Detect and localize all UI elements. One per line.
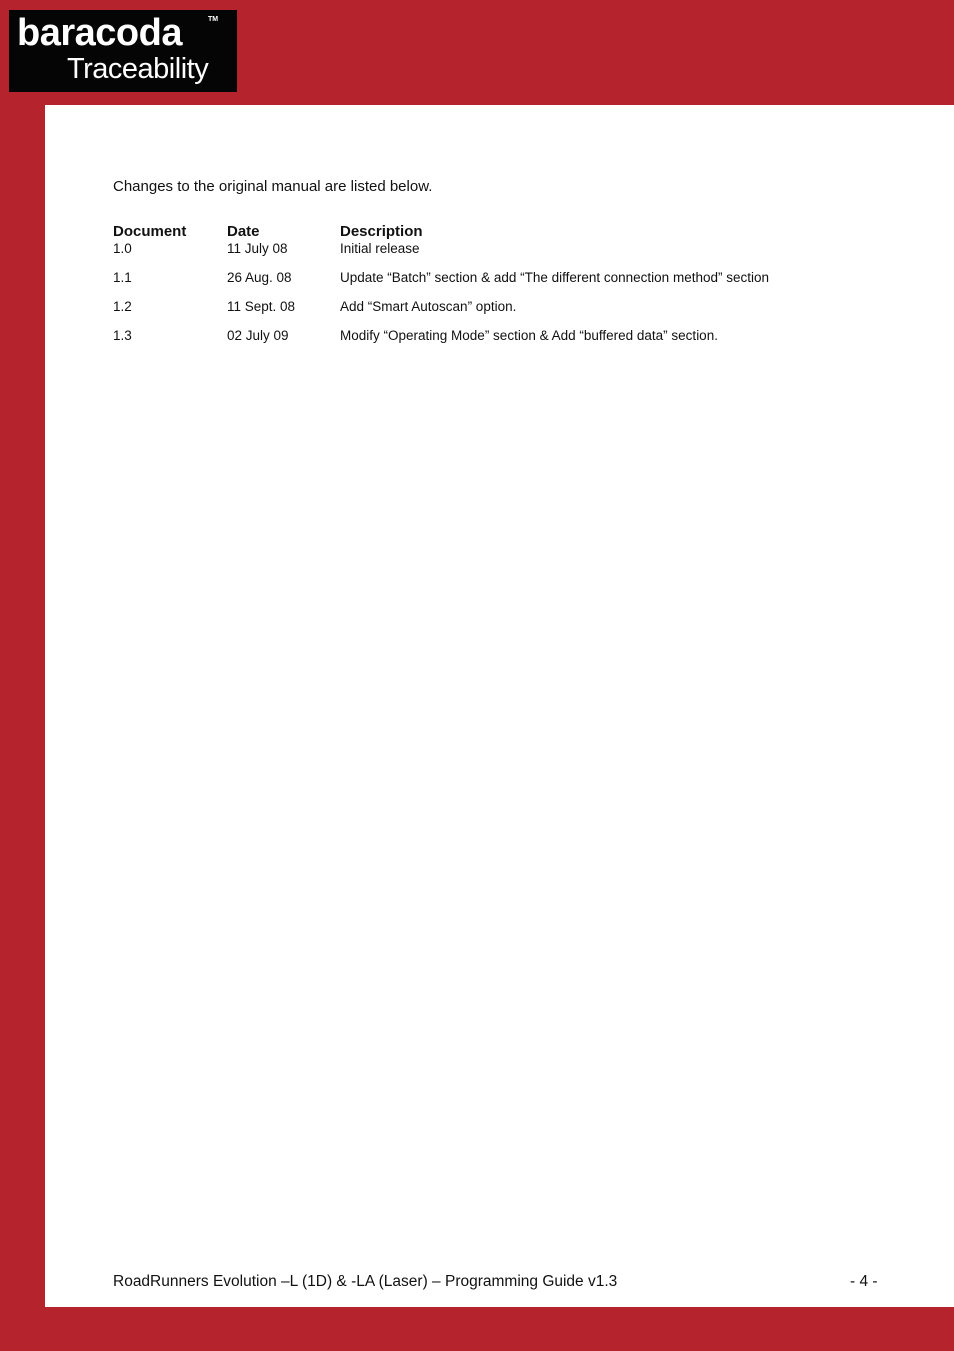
cell-date: 11 Sept. 08	[227, 299, 296, 314]
cell-document: 1.2	[113, 299, 132, 314]
header-description: Description	[340, 223, 423, 240]
cell-date: 11 July 08	[227, 241, 288, 256]
footer-page-number: - 4 -	[850, 1273, 878, 1290]
cell-document: 1.3	[113, 328, 132, 343]
cell-description: Initial release	[340, 241, 420, 256]
logo-trademark: TM	[208, 16, 219, 23]
logo-wordmark: baracoda	[17, 12, 182, 54]
cell-document: 1.0	[113, 241, 132, 256]
cell-description: Modify “Operating Mode” section & Add “buffered data” section.	[340, 328, 718, 343]
table-row	[113, 328, 840, 357]
table-row	[113, 240, 840, 270]
cell-document: 1.1	[113, 270, 132, 285]
logo-subtitle: Traceability	[67, 53, 209, 85]
cell-date: 02 July 09	[227, 328, 289, 343]
header-document: Document	[113, 223, 187, 240]
cell-description: Add “Smart Autoscan” option.	[340, 299, 517, 314]
header-date: Date	[227, 223, 260, 240]
baracoda-logo	[9, 10, 237, 92]
footer-document-title: RoadRunners Evolution –L (1D) & -LA (Laser) – Programming Guide v1.3	[113, 1273, 618, 1290]
table-header-row	[113, 220, 840, 240]
intro-text: Changes to the original manual are listed below.	[113, 178, 433, 195]
cell-date: 26 Aug. 08	[227, 270, 292, 285]
cell-description: Update “Batch” section & add “The different connection method” section	[340, 270, 769, 285]
table-row	[113, 270, 840, 299]
revision-history-table	[113, 220, 840, 357]
table-row	[113, 299, 840, 328]
